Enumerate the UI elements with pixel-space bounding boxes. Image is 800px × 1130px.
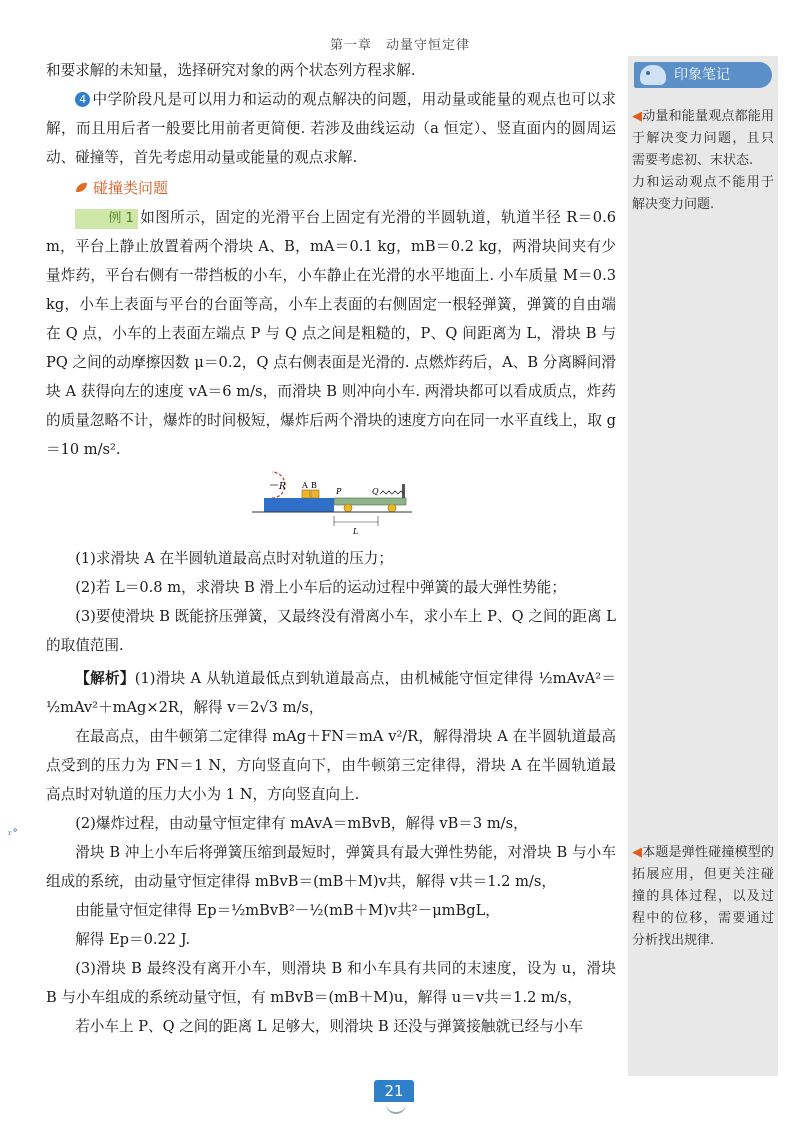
block-A xyxy=(302,490,310,498)
elephant-icon xyxy=(640,65,666,85)
note-2: ◀本题是弹性碰撞模型的拓展应用，但更关注碰撞的具体过程，以及过程中的位移，需要通过分析找出规律. xyxy=(632,845,774,948)
label-P: P xyxy=(336,487,342,496)
note-1b: 力和运动观点不能用于解决变力问题. xyxy=(632,175,774,212)
label-A: A xyxy=(302,481,308,490)
sidebar-title: 印象笔记 xyxy=(674,67,730,83)
chapter-header: 第一章 动量守恒定律 xyxy=(329,38,470,53)
track-cart-figure xyxy=(252,470,412,540)
example-text: 如图所示，固定的光滑平台上固定有光滑的半圆轨道，轨道半径 R＝0.6 m，平台上静止放置着两个滑块 A、B，mA＝0.1 kg，mB＝0.2 kg，两滑块间夹有少量炸药，平台右侧有一带挡板的小车，小车静止在光滑的水平地面上. 小车质量 M＝0.3 kg，小车上表面与平台的台面等高，小车上表面的右侧固定一根轻弹簧，弹簧的自由端在 Q 点，小车的上表面左端点 P 与 Q 点之间是粗糙的，P、Q 间距离为 L，滑块 B 与 PQ 之间的动摩擦因数 μ＝0.2，Q 点右侧表面是光滑的. 点燃炸药后，A、B 分离瞬间滑块 A 获得向左的速度 vA＝6 m/s，而滑块 B 则冲向小车. 两滑块都可以看成质点，炸药的质量忽略不计，爆炸的时间极短，爆炸后两个滑块的速度方向在同一水平直线上，取 g＝10 m/s². xyxy=(46,209,616,458)
question-3: (3)要使滑块 B 既能挤压弹簧，又最终没有滑离小车，求小车上 P、Q 之间的距离 L 的取值范围. xyxy=(46,608,616,654)
question-2: (2)若 L＝0.8 m，求滑块 B 滑上小车后的运动过程中弹簧的最大弹性势能； xyxy=(75,579,566,596)
label-L: L xyxy=(353,527,359,536)
solution-label: 【解析】 xyxy=(75,670,135,687)
wheel-left xyxy=(344,504,352,512)
spring xyxy=(380,491,404,494)
label-Q: Q xyxy=(372,487,379,496)
margin-mark-icon: ʳ˚ xyxy=(8,828,19,842)
solution-part-8: 若小车上 P、Q 之间的距离 L 足够大，则滑块 B 还没与弹簧接触就已经与小车 xyxy=(75,1018,584,1035)
page-decoration-icon xyxy=(386,1104,406,1114)
note-1: ◀动量和能量观点都能用于解决变力问题，且只需要考虑初、末状态. 力和运动观点不能用于解决变力问题. xyxy=(632,109,774,212)
block-B xyxy=(311,490,319,498)
arrow-left-icon: ◀ xyxy=(632,109,643,124)
wheel-right xyxy=(388,504,396,512)
platform xyxy=(264,498,334,512)
sidebar-header xyxy=(634,62,772,88)
solution-part-3: (2)爆炸过程，由动量守恒定律有 mAvA＝mBvB，解得 vB＝3 m/s， xyxy=(75,815,528,832)
solution-part-7: (3)滑块 B 最终没有离开小车，则滑块 B 和小车具有共同的末速度，设为 u，滑块 B 与小车组成的系统动量守恒，有 mBvB＝(mB＋M)u，解得 u＝v共＝1.2 m/s， xyxy=(46,960,616,1006)
number-badge-icon: 4 xyxy=(75,92,90,107)
question-1: (1)求滑块 A 在半圆轨道最高点时对轨道的压力； xyxy=(75,550,393,567)
label-R: R xyxy=(279,482,286,492)
arrow-left-icon: ◀ xyxy=(632,845,643,860)
solution-part-2: 在最高点，由牛顿第二定律得 mAg＋FN＝mA v²/R，解得滑块 A 在半圆轨道最高点受到的压力为 FN＝1 N，方向竖直向下，由牛顿第三定律得，滑块 A 在半圆轨道最高点时对轨道的压力大小为 1 N，方向竖直向上. xyxy=(46,728,616,803)
label-B: B xyxy=(311,481,317,490)
cart-body xyxy=(334,498,406,505)
example-label: 例 1 xyxy=(75,209,138,229)
point-4-text: 中学阶段凡是可以用力和运动的观点解决的问题，用动量或能量的观点也可以求解，而且用后者一般要比用前者更简便. 若涉及曲线运动（a 恒定）、竖直面内的圆周运动、碰撞等，首先考虑用动量或能量的观点求解. xyxy=(46,91,616,166)
point-4-paragraph xyxy=(46,85,616,172)
energy-equation: 由能量守恒定律得 Ep＝½mBvB²－½(mB＋M)v共²－μmBgL， xyxy=(75,902,500,919)
section-heading: 碰撞类问题 xyxy=(46,174,616,203)
page-number: 21 xyxy=(374,1080,414,1102)
cart-baffle xyxy=(402,484,405,498)
example-1 xyxy=(46,203,616,464)
leaf-icon xyxy=(76,183,87,192)
solution-result: 解得 Ep＝0.22 J. xyxy=(75,931,191,948)
solution-part-4: 滑块 B 冲上小车后将弹簧压缩到最短时，弹簧具有最大弹性势能，对滑块 B 与小车组成的系统，由动量守恒定律得 mBvB＝(mB＋M)v共，解得 v共＝1.2 m/s， xyxy=(46,844,616,890)
solution-part-1: 【解析】(1)滑块 A 从轨道最低点到轨道最高点，由机械能守恒定律得 ½mAvA²＝½mAv²＋mAg×2R，解得 v＝2√3 m/s， xyxy=(46,670,616,716)
main-text xyxy=(46,56,616,1041)
notes-sidebar xyxy=(628,56,778,1076)
intro-paragraph: 和要求解的未知量，选择研究对象的两个状态列方程求解. xyxy=(46,62,416,79)
